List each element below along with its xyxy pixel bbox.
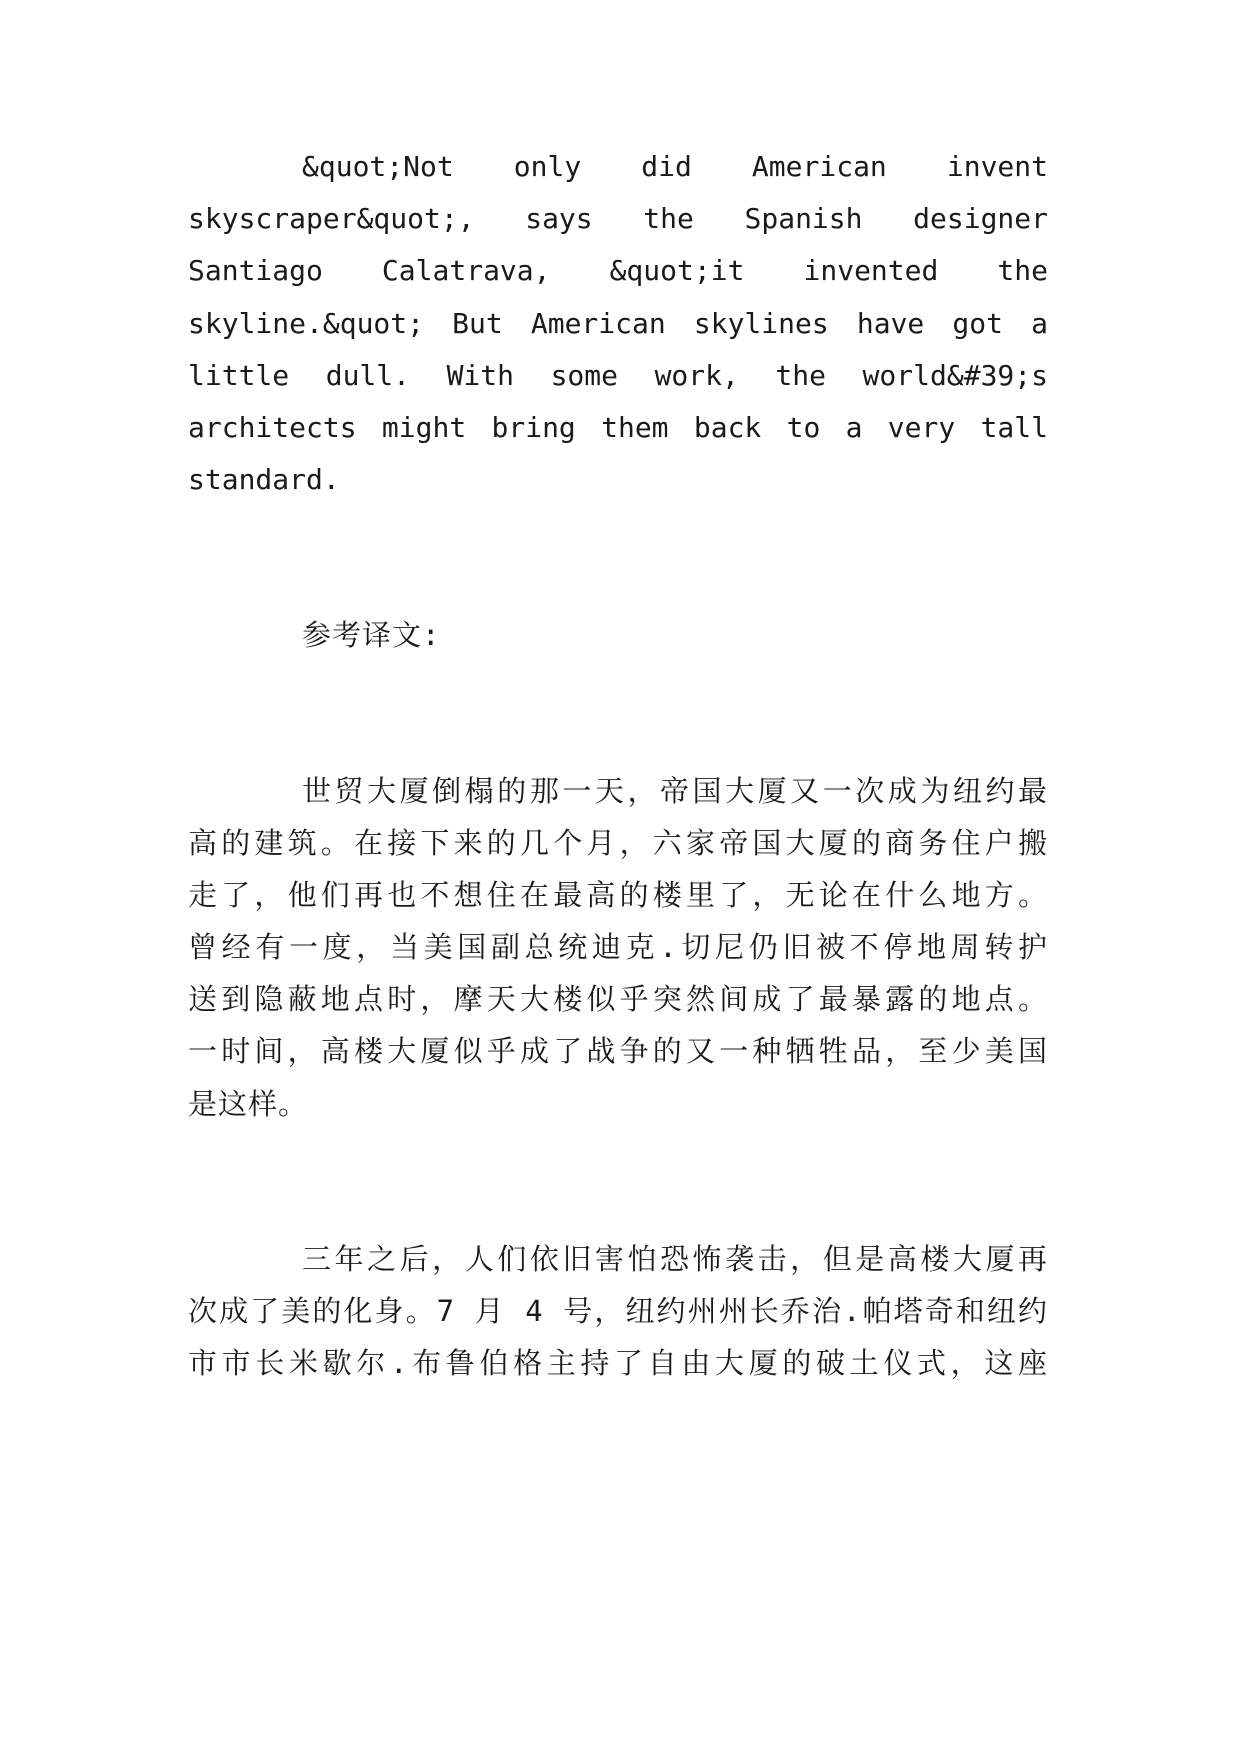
chinese-p2-line-1: 三年之后，人们依旧害怕恐怖袭击，但是高楼大厦再	[302, 1242, 1048, 1276]
english-line-7: standard.	[188, 463, 340, 496]
chinese-p1-line-3: 走了，他们再也不想住在最高的楼里了，无论在什么地方。	[188, 878, 1048, 912]
english-line-2: skyscraper&quot;, says the Spanish designer	[188, 202, 1048, 235]
english-line-3: Santiago Calatrava, &quot;it invented the	[188, 254, 1048, 287]
chinese-p1-line-7: 是这样。	[188, 1087, 309, 1121]
english-line-4: skyline.&quot; But American skylines have got a	[188, 307, 1048, 340]
english-line-1: &quot;Not only did American invent	[302, 150, 1048, 183]
chinese-p1-line-2: 高的建筑。在接下来的几个月，六家帝国大厦的商务住户搬	[188, 826, 1048, 860]
chinese-p1-line-5: 送到隐蔽地点时，摩天大楼似乎突然间成了最暴露的地点。	[188, 982, 1048, 1016]
chinese-p1-line-1: 世贸大厦倒榻的那一天，帝国大厦又一次成为纽约最	[302, 774, 1048, 808]
chinese-p1-line-6: 一时间，高楼大厦似乎成了战争的又一种牺牲品，至少美国	[188, 1034, 1048, 1068]
section-heading: 参考译文:	[302, 618, 441, 652]
chinese-p2-line-2: 次成了美的化身。7 月 4 号，纽约州州长乔治.帕塔奇和纽约	[188, 1294, 1048, 1328]
english-line-6: architects might bring them back to a very tall	[188, 411, 1048, 444]
english-line-5: little dull. With some work, the world&#39;s	[188, 359, 1048, 392]
chinese-p2-line-3: 市市长米歇尔.布鲁伯格主持了自由大厦的破土仪式，这座	[188, 1346, 1048, 1380]
chinese-p1-line-4: 曾经有一度，当美国副总统迪克.切尼仍旧被不停地周转护	[188, 930, 1048, 964]
